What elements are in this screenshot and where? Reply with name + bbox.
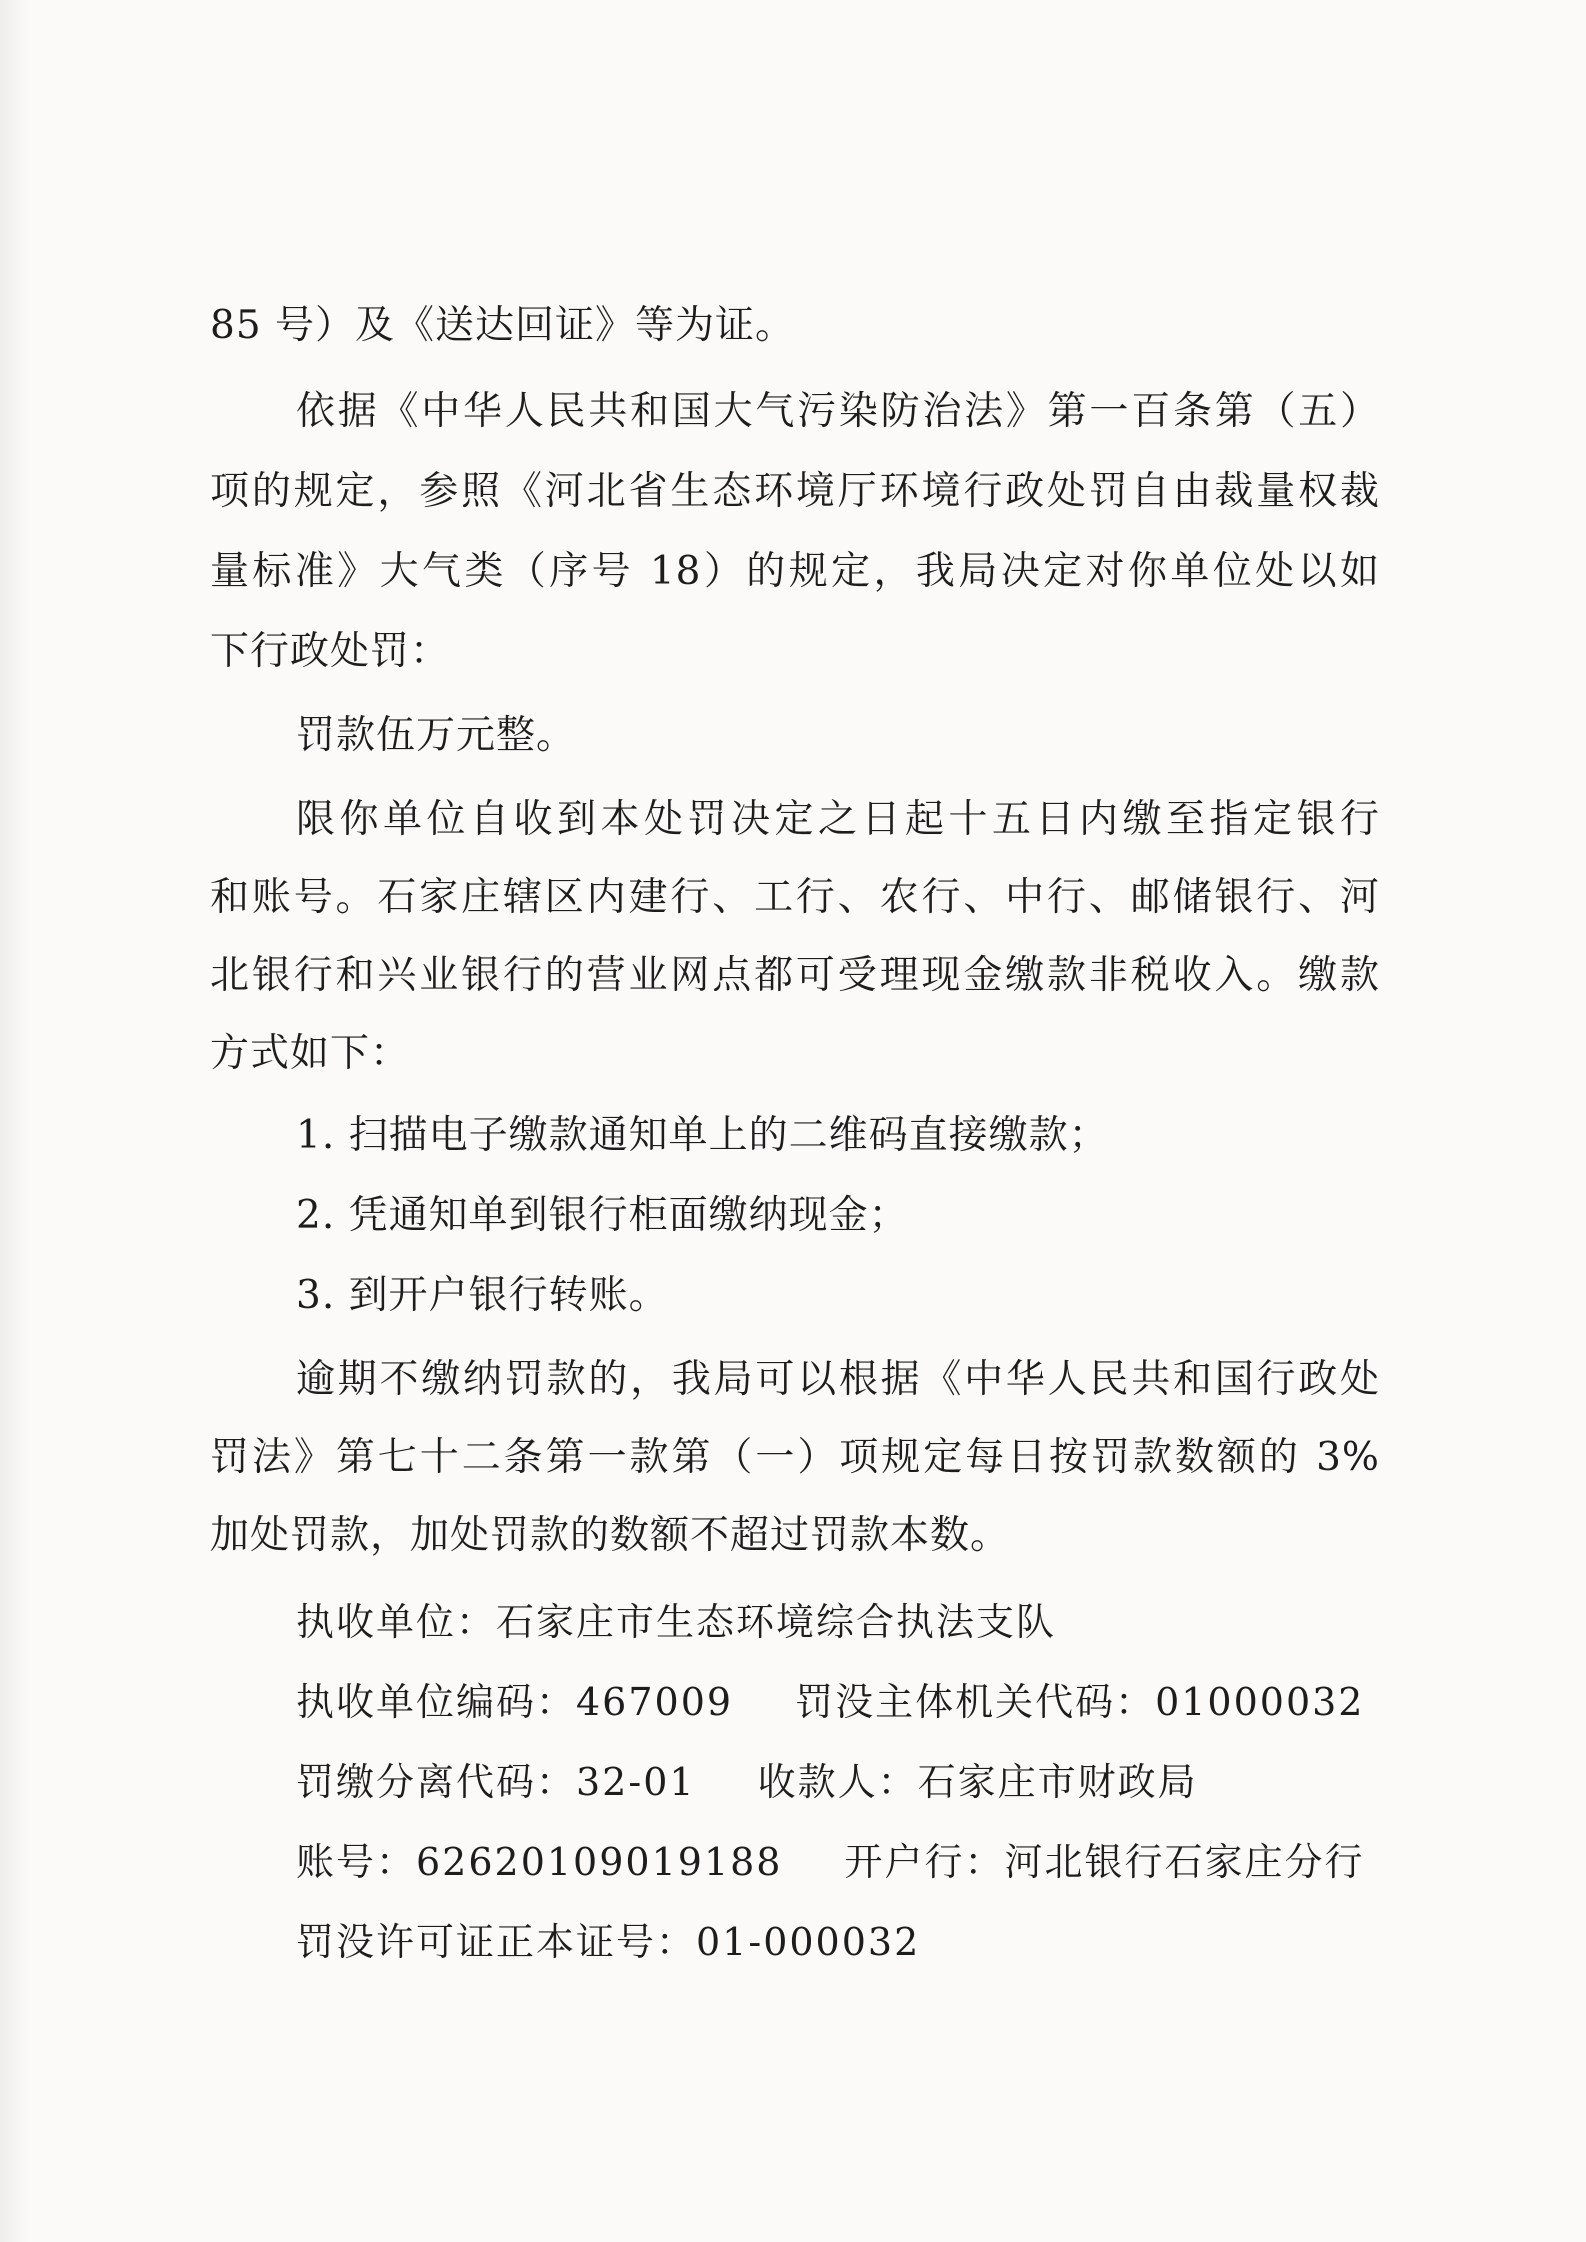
account-field: 账号：62620109019188 [296, 1840, 783, 1884]
payment-method-1: 1. 扫描电子缴款通知单上的二维码直接缴款； [296, 1113, 1109, 1158]
body-line-10: 方式如下： [210, 1031, 411, 1076]
payment-method-3: 3. 到开户银行转账。 [296, 1273, 669, 1318]
body-line-8: 和账号。石家庄辖区内建行、工行、农行、中行、邮储银行、河 [210, 875, 1380, 920]
body-line-3: 项的规定，参照《河北省生态环境厅环境行政处罚自由裁量权裁 [210, 469, 1380, 514]
collector-field: 执收单位：石家庄市生态环境综合执法支队 [296, 1600, 1057, 1644]
collector-code-field: 执收单位编码：467009 [296, 1680, 734, 1724]
body-line-7: 限你单位自收到本处罚决定之日起十五日内缴至指定银行 [296, 797, 1380, 842]
payee-field: 收款人：石家庄市财政局 [757, 1760, 1198, 1804]
separation-code-field: 罚缴分离代码：32-01 [296, 1760, 696, 1804]
authority-code-field: 罚没主体机关代码：01000032 [795, 1680, 1365, 1724]
body-line-9: 北银行和兴业银行的营业网点都可受理现金缴款非税收入。缴款 [210, 953, 1380, 998]
payment-row-4 [296, 1832, 1365, 1892]
body-line-1: 85 号）及《送达回证》等为证。 [210, 303, 796, 348]
bank-field: 开户行：河北银行石家庄分行 [844, 1840, 1365, 1884]
payment-row-3 [296, 1752, 1198, 1812]
body-line-14: 逾期不缴纳罚款的，我局可以根据《中华人民共和国行政处 [296, 1357, 1380, 1402]
payment-row-2 [296, 1672, 1364, 1732]
payment-row-1 [296, 1592, 1056, 1652]
payment-method-2: 2. 凭通知单到银行柜面缴纳现金； [296, 1193, 909, 1238]
body-line-15: 罚法》第七十二条第一款第（一）项规定每日按罚款数额的 3% [210, 1435, 1380, 1480]
license-number-field: 罚没许可证正本证号：01-000032 [296, 1920, 921, 1964]
body-line-4: 量标准》大气类（序号 18）的规定，我局决定对你单位处以如 [210, 549, 1380, 594]
scan-edge-shadow [0, 0, 30, 2242]
body-line-5: 下行政处罚： [210, 629, 451, 674]
payment-row-5 [296, 1912, 920, 1972]
fine-amount-line: 罚款伍万元整。 [296, 713, 577, 758]
body-line-2: 依据《中华人民共和国大气污染防治法》第一百条第（五） [296, 389, 1380, 434]
body-line-16: 加处罚款，加处罚款的数额不超过罚款本数。 [210, 1513, 1011, 1558]
